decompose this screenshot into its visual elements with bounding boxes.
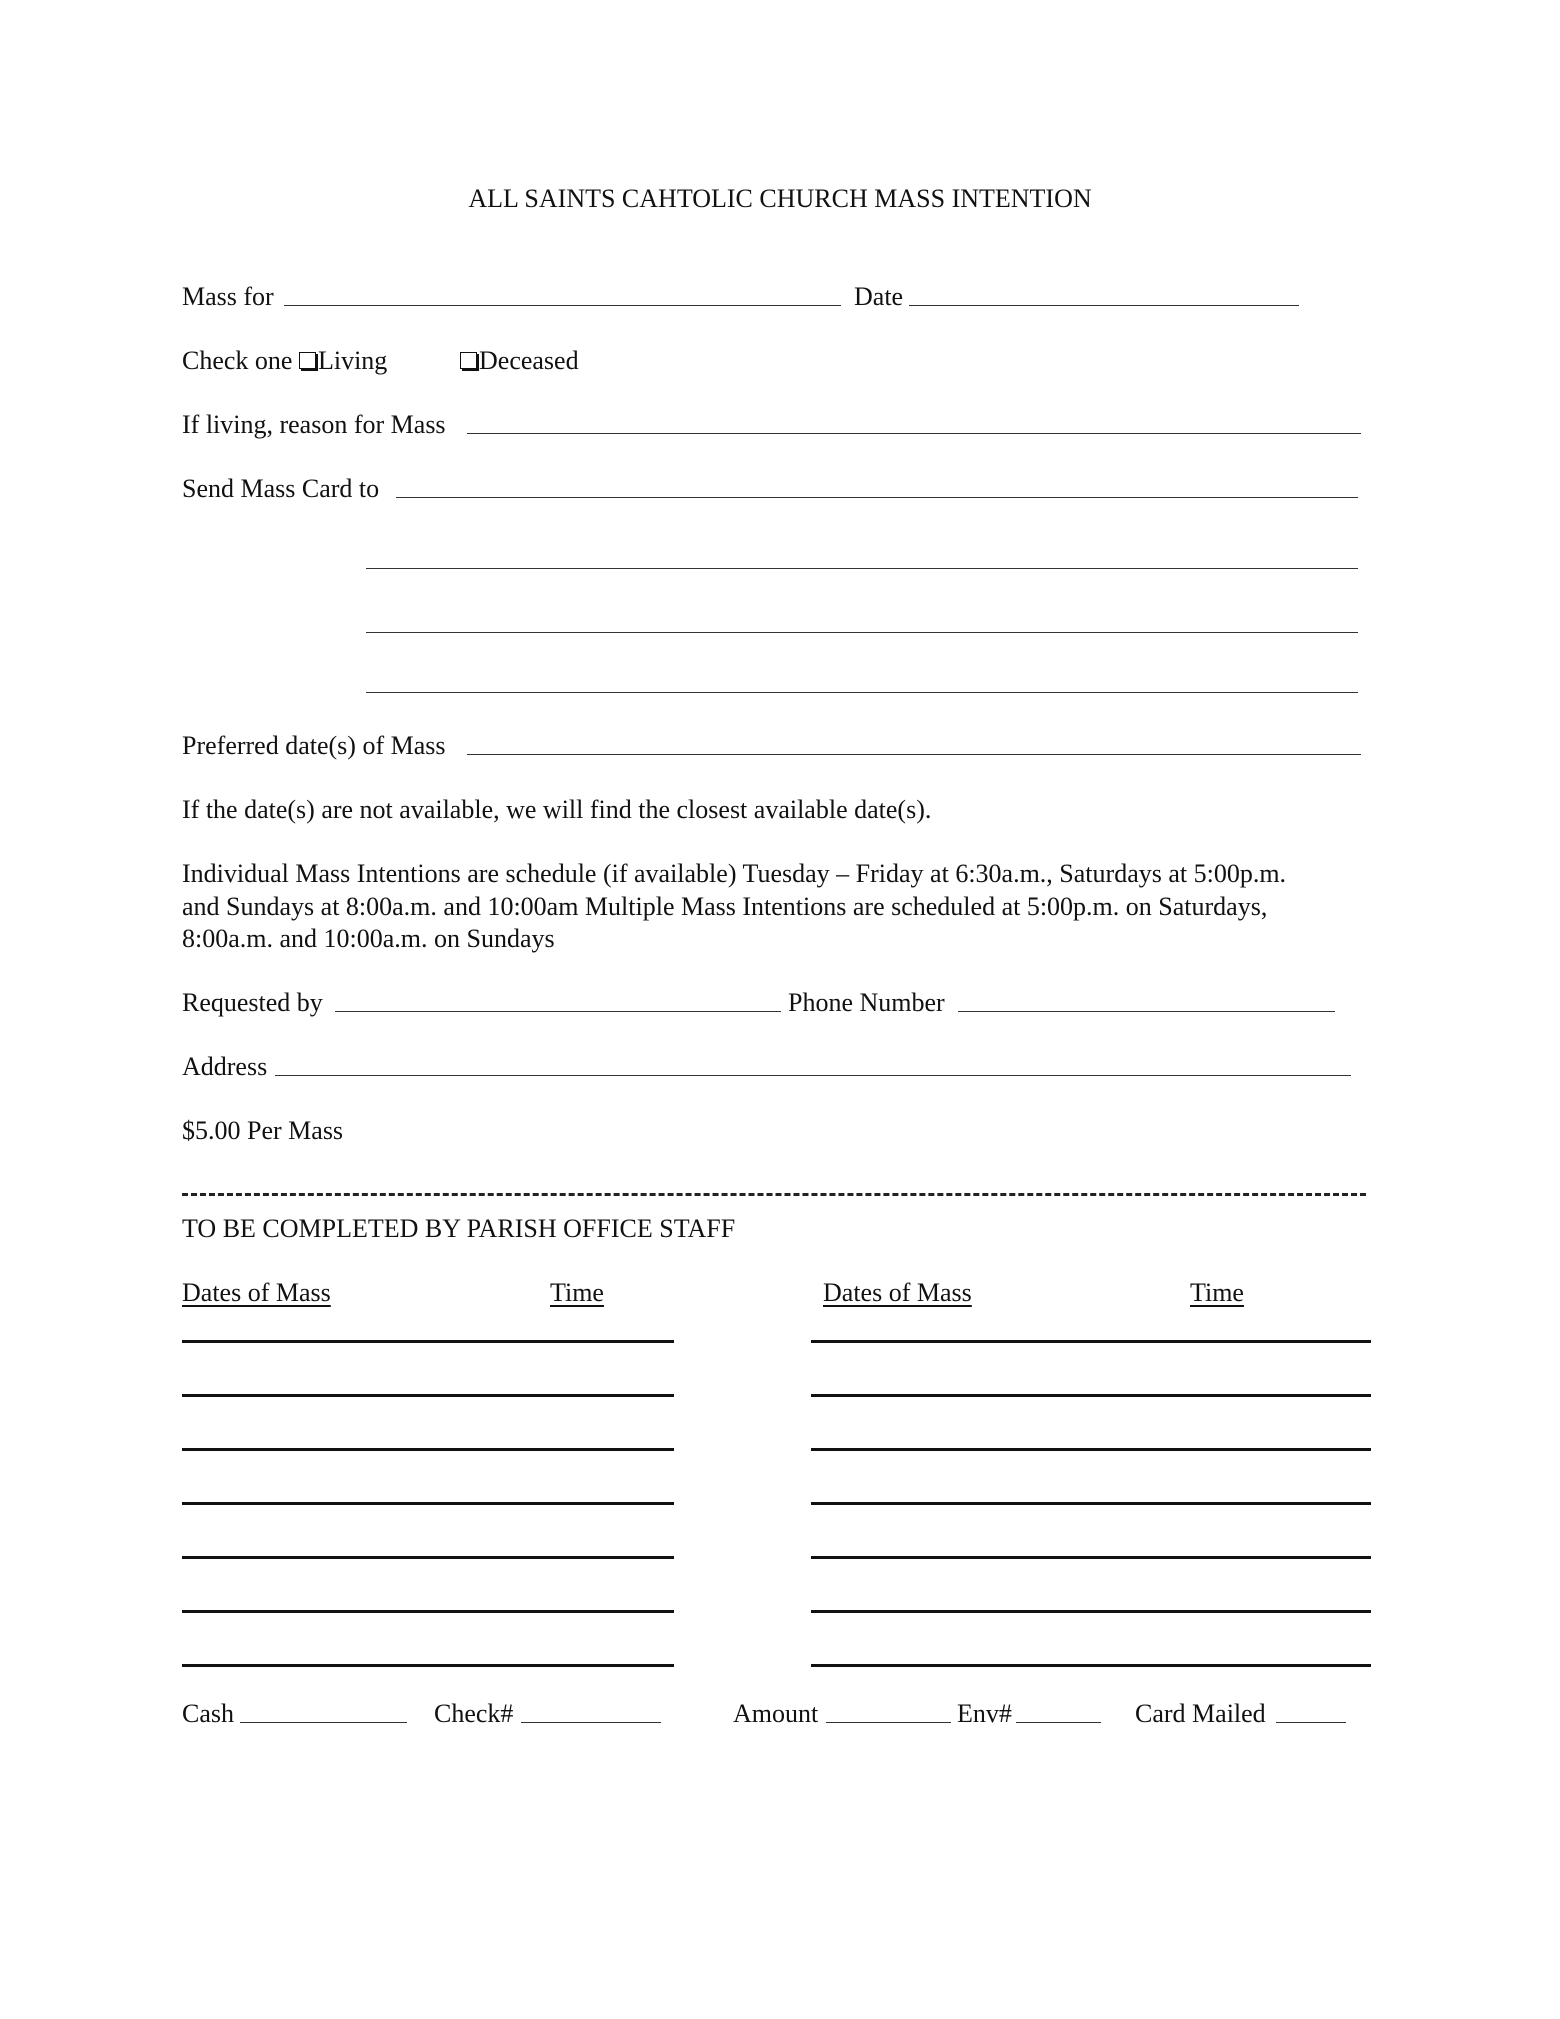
office-heading: TO BE COMPLETED BY PARISH OFFICE STAFF	[182, 1214, 736, 1243]
env-field[interactable]	[1016, 1722, 1101, 1723]
right-dates-header: Dates of Mass	[823, 1278, 972, 1307]
left-entry-line[interactable]	[182, 1394, 674, 1397]
phone-label: Phone Number	[788, 988, 945, 1017]
cash-field[interactable]	[240, 1722, 407, 1723]
phone-field[interactable]	[958, 1011, 1335, 1012]
price-note: $5.00 Per Mass	[182, 1116, 344, 1145]
left-dates-header: Dates of Mass	[182, 1278, 331, 1307]
date-field[interactable]	[909, 305, 1299, 306]
check-label: Check#	[434, 1699, 514, 1728]
send-card-address-line[interactable]	[366, 568, 1358, 569]
living-label: Living	[317, 346, 388, 375]
left-entry-line[interactable]	[182, 1502, 674, 1505]
living-checkbox[interactable]	[299, 352, 316, 369]
cash-label: Cash	[182, 1699, 234, 1728]
deceased-label: Deceased	[479, 346, 579, 375]
deceased-checkbox[interactable]	[460, 352, 477, 369]
unavailable-note: If the date(s) are not available, we will find the closest available date(s).	[182, 795, 932, 824]
left-entry-line[interactable]	[182, 1340, 674, 1343]
right-entry-line[interactable]	[811, 1340, 1371, 1343]
amount-field[interactable]	[826, 1722, 951, 1723]
mass-for-field[interactable]	[284, 305, 841, 306]
address-label: Address	[182, 1052, 268, 1081]
card-mailed-label: Card Mailed	[1135, 1699, 1266, 1728]
amount-label: Amount	[733, 1699, 819, 1728]
date-label: Date	[854, 282, 904, 311]
mass-for-label: Mass for	[182, 282, 274, 311]
left-entry-line[interactable]	[182, 1556, 674, 1559]
schedule-line: Individual Mass Intentions are schedule (if available) Tuesday – Friday at 6:30a.m., Saturdays at 5:00p.m.	[182, 859, 1287, 888]
right-entry-line[interactable]	[811, 1556, 1371, 1559]
left-entry-line[interactable]	[182, 1610, 674, 1613]
reason-label: If living, reason for Mass	[182, 410, 446, 439]
deceased-row	[460, 345, 579, 377]
address-field[interactable]	[275, 1075, 1351, 1076]
send-card-label: Send Mass Card to	[182, 474, 380, 503]
env-label: Env#	[957, 1699, 1012, 1728]
right-entry-line[interactable]	[811, 1664, 1371, 1667]
requested-by-field[interactable]	[335, 1011, 781, 1012]
right-entry-line[interactable]	[811, 1610, 1371, 1613]
requested-by-label: Requested by	[182, 988, 323, 1017]
check-one-label: Check one	[182, 346, 293, 375]
schedule-line: and Sundays at 8:00a.m. and 10:00am Multiple Mass Intentions are scheduled at 5:00p.m. on Saturdays,	[182, 891, 1268, 921]
cut-line-divider	[182, 1193, 1366, 1196]
right-time-header: Time	[1190, 1278, 1244, 1307]
right-entry-line[interactable]	[811, 1394, 1371, 1397]
preferred-dates-field[interactable]	[467, 754, 1361, 755]
left-entry-line[interactable]	[182, 1664, 674, 1667]
reason-field[interactable]	[467, 433, 1361, 434]
check-field[interactable]	[521, 1722, 661, 1723]
right-entry-line[interactable]	[811, 1502, 1371, 1505]
preferred-dates-label: Preferred date(s) of Mass	[182, 731, 446, 760]
schedule-line: 8:00a.m. and 10:00a.m. on Sundays	[182, 924, 555, 953]
form-title: ALL SAINTS CAHTOLIC CHURCH MASS INTENTION	[468, 184, 1092, 213]
card-mailed-field[interactable]	[1276, 1722, 1346, 1723]
send-card-address-line[interactable]	[366, 632, 1358, 633]
right-entry-line[interactable]	[811, 1448, 1371, 1451]
schedule-paragraph	[182, 858, 1382, 956]
check-one-row	[182, 345, 387, 377]
left-time-header: Time	[550, 1278, 604, 1307]
send-card-field[interactable]	[396, 497, 1358, 498]
send-card-address-line[interactable]	[366, 692, 1358, 693]
left-entry-line[interactable]	[182, 1448, 674, 1451]
